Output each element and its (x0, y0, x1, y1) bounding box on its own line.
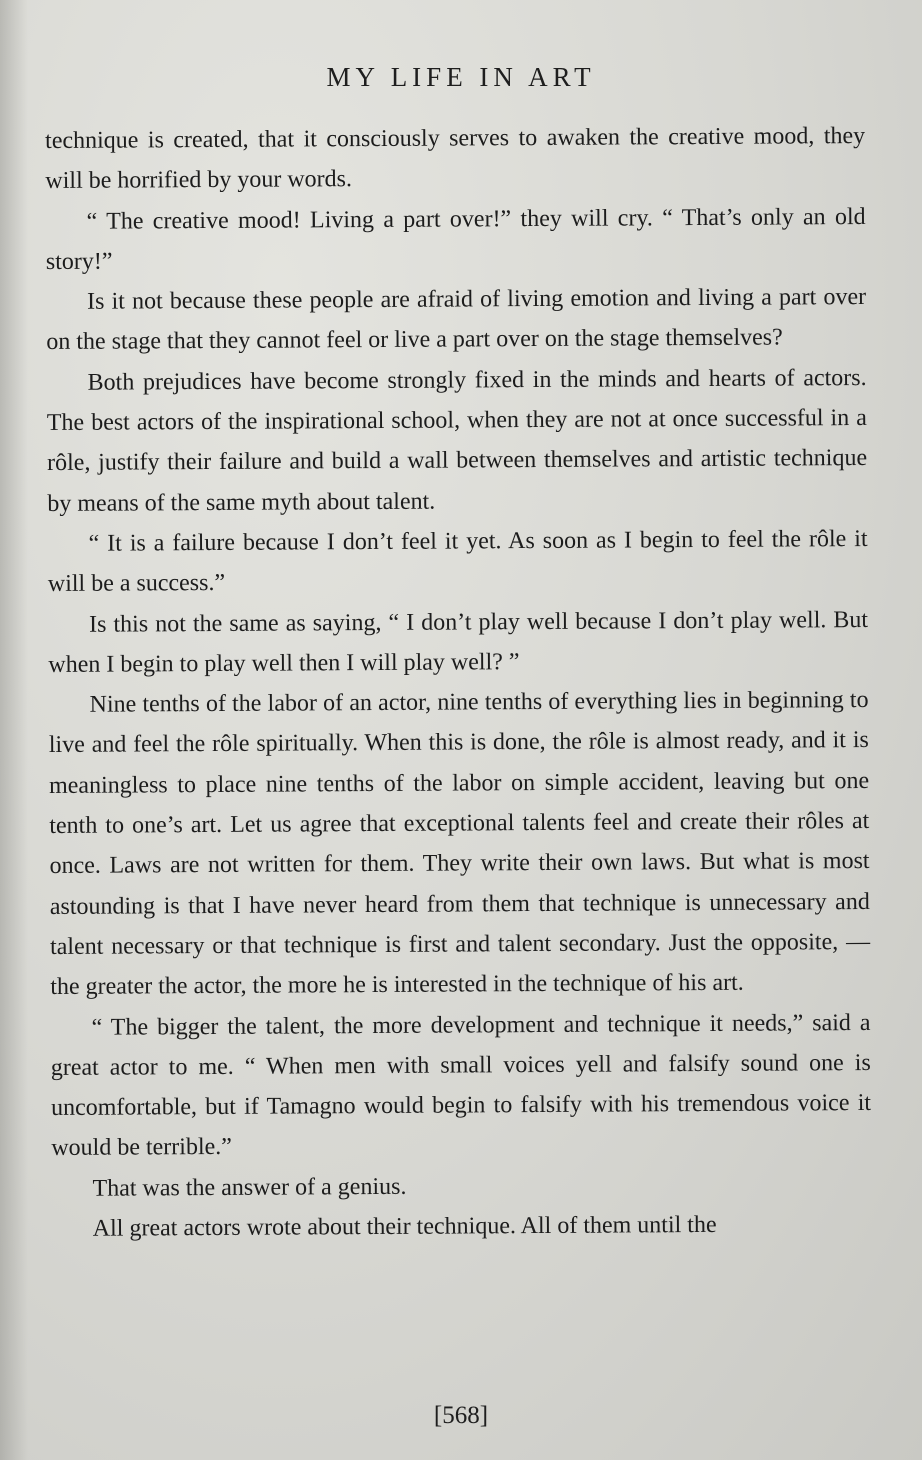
binding-shadow (0, 0, 28, 1460)
paragraph: All great actors wrote about their technique. All of them until the (92, 1211, 717, 1242)
page-number: [568] (433, 1402, 489, 1429)
paragraph: Is it not because these people are afraid of living emotion and living a part over on the stage that they cannot feel or live a part over on the stage themselves? (46, 284, 867, 356)
paragraph: Is this not the same as saying, “ I don’t play well because I don’t play well. But when I begin to play well then I will play well? ” (48, 606, 869, 678)
running-title: MY LIFE IN ART (326, 62, 596, 92)
paragraph: Both prejudices have become strongly fixed in the minds and hearts of actors. The best actors of the inspirational school, when they are not at once successful in a rôle, justify their failure and build a wall between themselves and artistic technique by means of the same myth about talent. (46, 364, 868, 517)
paragraph: That was the answer of a genius. (92, 1173, 407, 1202)
paragraph: “ The creative mood! Living a part over!” they will cry. “ That’s only an old story!” (45, 203, 866, 275)
paragraph: “ It is a failure because I don’t feel it yet. As soon as I begin to feel the rôle it will be a success.” (47, 525, 868, 598)
body-text (45, 116, 872, 1249)
paragraph: “ The bigger the talent, the more development and technique it needs,” said a great actor to me. “ When men with small voices yell and falsify sound one is uncomfortable, but if Tamagno would begin to falsify with his tremendous voice it would be terrible.” (50, 1009, 872, 1162)
paragraph: technique is created, that it consciously serves to awaken the creative mood, they will be horrified by your words. (45, 122, 866, 195)
paragraph: Nine tenths of the labor of an actor, nine tenths of everything lies in beginning to live and feel the rôle spiritually. When this is done, the rôle is almost ready, and it is meaningless to place nine tenths of the labor on simple accident, leaving but one tenth to one’s art. Let us agree that exceptional talents feel and create their rôles at once. Laws are not written for them. They write their own laws. But what is most astounding is that I have never heard from them that technique is unnecessary and talent necessary or that technique is first and talent secondary. Just the opposite, — the greater the actor, the more he is interested in the technique of his art. (48, 687, 871, 1001)
